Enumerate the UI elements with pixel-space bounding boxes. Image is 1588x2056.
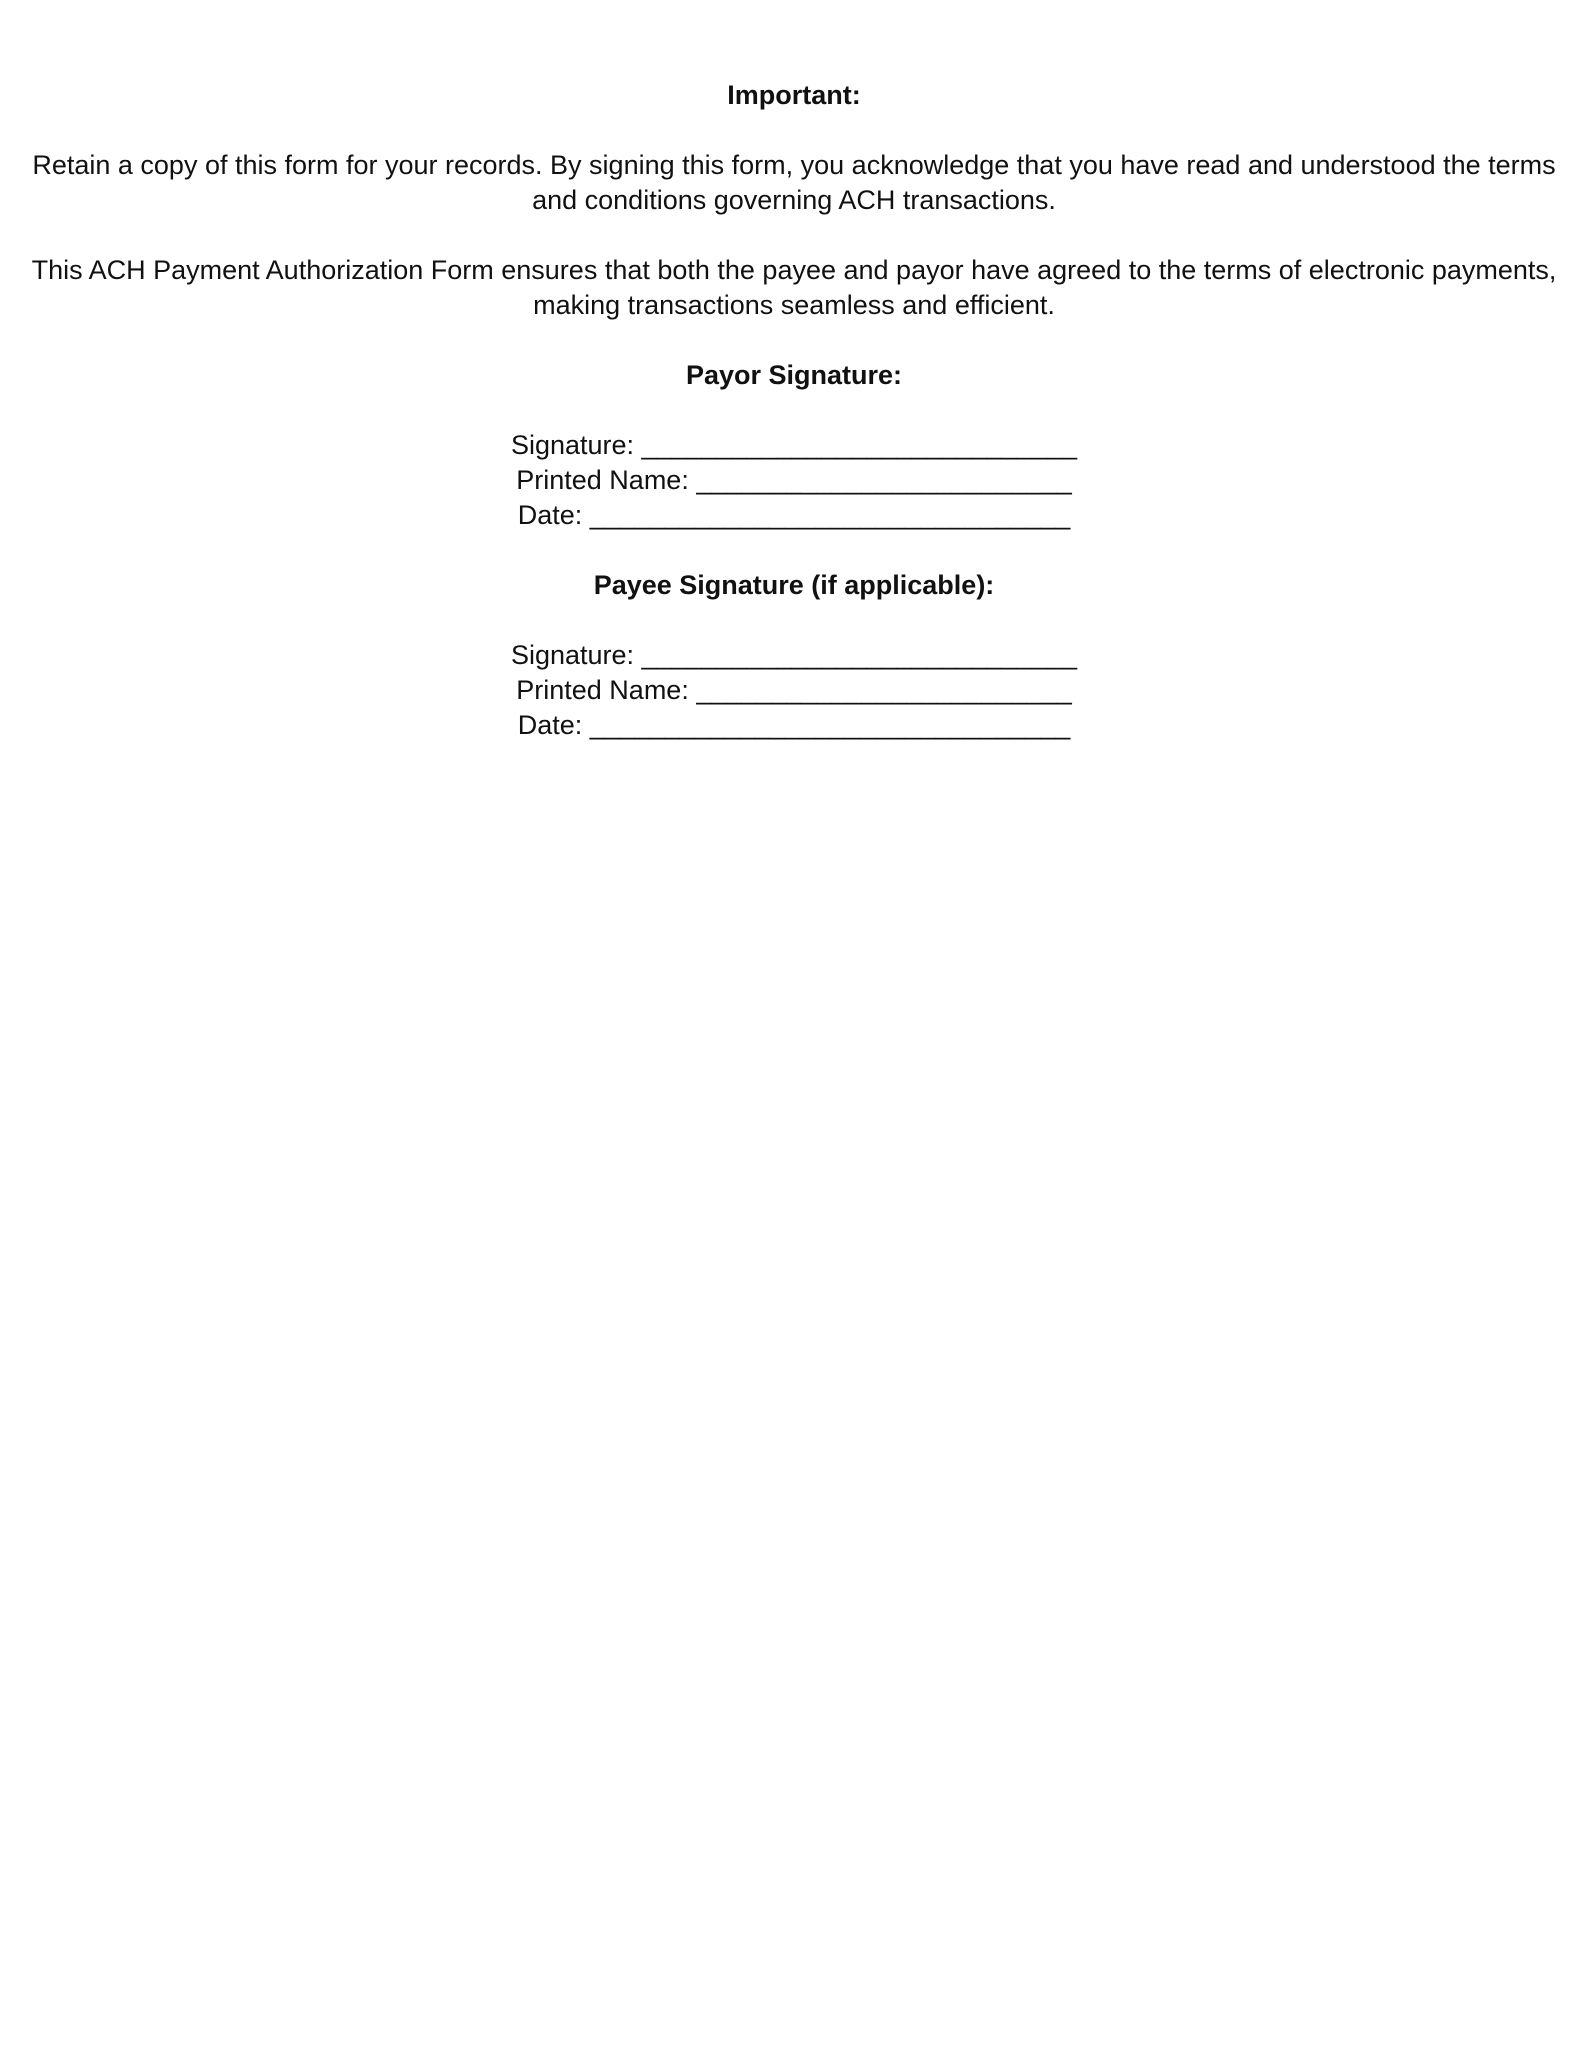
- form-content: [30, 78, 1558, 743]
- payee-signature-block: [30, 638, 1558, 743]
- spacer: [30, 603, 1558, 638]
- payor-signature-block: [30, 428, 1558, 533]
- spacer: [30, 533, 1558, 568]
- payor-date-field[interactable]: Date: ________________________________: [517, 500, 1071, 530]
- spacer: [30, 393, 1558, 428]
- spacer: [30, 113, 1558, 148]
- payor-printed-name-field[interactable]: Printed Name: _________________________: [516, 465, 1072, 495]
- payor-signature-heading: Payor Signature:: [685, 360, 903, 390]
- spacer: [30, 218, 1558, 253]
- payee-date-field[interactable]: Date: ________________________________: [517, 710, 1071, 740]
- authorization-paragraph: This ACH Payment Authorization Form ensures that both the payee and payor have agreed to the terms of electronic payments, making transactions seamless and efficient.: [31, 255, 1557, 320]
- retain-copy-paragraph: Retain a copy of this form for your records. By signing this form, you acknowledge that you have read and understood the terms and conditions governing ACH transactions.: [32, 150, 1556, 215]
- spacer: [30, 323, 1558, 358]
- payor-signature-field[interactable]: Signature: _____________________________: [510, 430, 1078, 460]
- payee-signature-heading: Payee Signature (if applicable):: [593, 570, 995, 600]
- important-heading: Important:: [727, 80, 861, 110]
- payee-signature-field[interactable]: Signature: _____________________________: [510, 640, 1078, 670]
- payee-printed-name-field[interactable]: Printed Name: _________________________: [516, 675, 1072, 705]
